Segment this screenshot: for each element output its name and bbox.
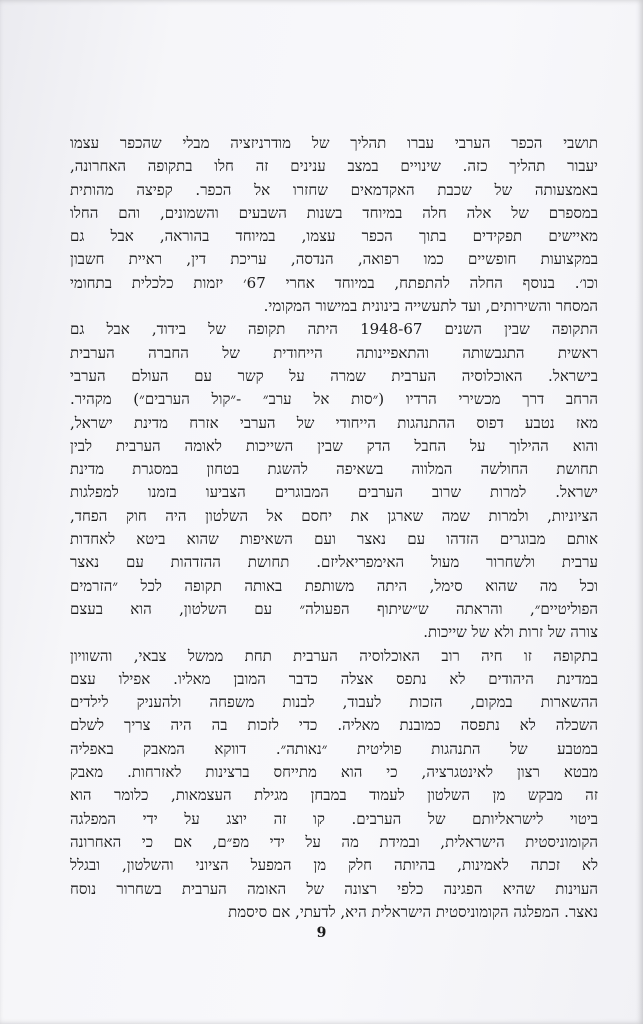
page-number: 9 [316,925,327,941]
text-line: ערבית ולשחרור מעול האימפריאליזם. תחושת ההזדהות עם נאצר [70,553,598,572]
text-line: לא זכתה לאמינות, בהיותה חלק מן המפעל הציוני והשלטון, ובגלל [70,856,598,875]
text-line: העוינות שהיא הפגינה כלפי רצונה של האומה הערבית בשחרור נוסח [70,879,598,898]
text-line: הפוליטיים״, והראתה ש״שיתוף הפעולה״ עם השלטון, הוא בעצם [70,599,598,618]
text-line: השכלה לא נתפסה כמובנת מאליה. כדי לזכות בה היה צריך לשלם [70,716,598,735]
text-line: במדינת היהודים לא נתפס אצלה כדבר המובן מאליו. אפילו עצם [70,669,598,688]
text-line: הציוניות, ולמרות שמה שארגן את יחסם אל השלטון היה חוק הפחד, [70,506,598,525]
text-line: במקצועות חופשיים כמו רפואה, הנדסה, עריכת דין, ראיית חשבון [70,250,598,269]
text-line: ההשארות במקום, הזכות לעבוד, לבנות משפחה ולהעניק לילדים [70,693,598,712]
text-line: וכו׳. בנוסף החלה להתפתח, במיוחד אחרי 67׳ יזמות כלכלית בתחומי [70,273,598,292]
text-line: זה מבקש מן השלטון לעמוד במבחן מגילת העצמאות, כלומר הוא [70,786,598,805]
body-text [70,132,598,924]
text-line: מאז נטבע דפוס ההתנהגות הייחודי של הערבי אזרח מדינת ישראל, [70,413,598,432]
text-line: במטבע של התנהגות פוליטית ״נאותה״. דווקא המאבק באפליה [70,739,598,758]
text-line: באמצעותה של שכבת האקדמאים שחזרו אל הכפר. קפיצה מהותית [70,180,598,199]
text-line: יעבור תהליך כזה. שינויים במצב ענינים זה חלו בתקופה האחרונה, [70,157,598,176]
text-line: תושבי הכפר הערבי עברו תהליך של מודרניזציה מבלי שהכפר עצמו [70,134,598,152]
text-line: מאיישים תפקידים בתוך הכפר עצמו, במיוחד בהוראה, אבל גם [70,227,598,246]
text-line: הקומוניסטית הישראלית, ובמידת מה על ידי מפ״ם, אם כי האחרונה [70,832,598,851]
text-line: וכל מה שהוא סימל, היתה משותפת באותה תקופה לכל ״הזרמים [70,576,598,595]
text-line: נאצר. המפלגה הקומוניסטית הישראלית היא, לדעתי, אם סיסמת [228,902,598,921]
text-line: והוא ההילוך על החבל הדק שבין השייכות לאומה הערבית לבין [70,436,598,455]
text-line: ראשית התגבשותה והתאפיינותה הייחודית של החברה הערבית [70,343,598,362]
text-line: הרחב דרך מכשירי הרדיו (״סות אל ערב״ -״קול הערבים״) מקהיר. [70,390,598,409]
text-line: צורה של זרות ולא של שייכות. [423,623,598,642]
text-line: בתקופה זו חיה רוב האוכלוסיה הערבית תחת ממשל צבאי, והשוויון [70,646,598,665]
text-line: תחושת החולשה המלווה בשאיפה להשגת בטחון במסגרת מדינת [70,460,598,479]
text-line: ביטוי לישראליותם של הערבים. קו זה יוצג על ידי המפלגה [70,809,598,828]
text-line: מבטא רצון לאינטגרציה, כי הוא מתייחס ברצינות לאזרחות. מאבק [70,763,598,782]
text-line: התקופה שבין השנים 1948-67 היתה תקופה של בידוד, אבל גם [70,320,598,339]
text-line: בישראל. האוכלוסיה הערבית שמרה על קשר עם העולם הערבי [70,366,598,385]
text-line: במספרם של אלה חלה במיוחד בשנות השבעים והשמונים, והם החלו [70,203,598,222]
text-line: אותם מבוגרים הזדהו עם נאצר ועם השאיפות שהוא ביטא לאחדות [70,530,598,549]
text-line: המסחר והשירותים, ועד לתעשייה בינונית במישור המקומי. [263,297,598,316]
text-line: ישראל. למרות שרוב הערבים המבוגרים הצביעו בזמנו למפלגות [70,483,598,502]
